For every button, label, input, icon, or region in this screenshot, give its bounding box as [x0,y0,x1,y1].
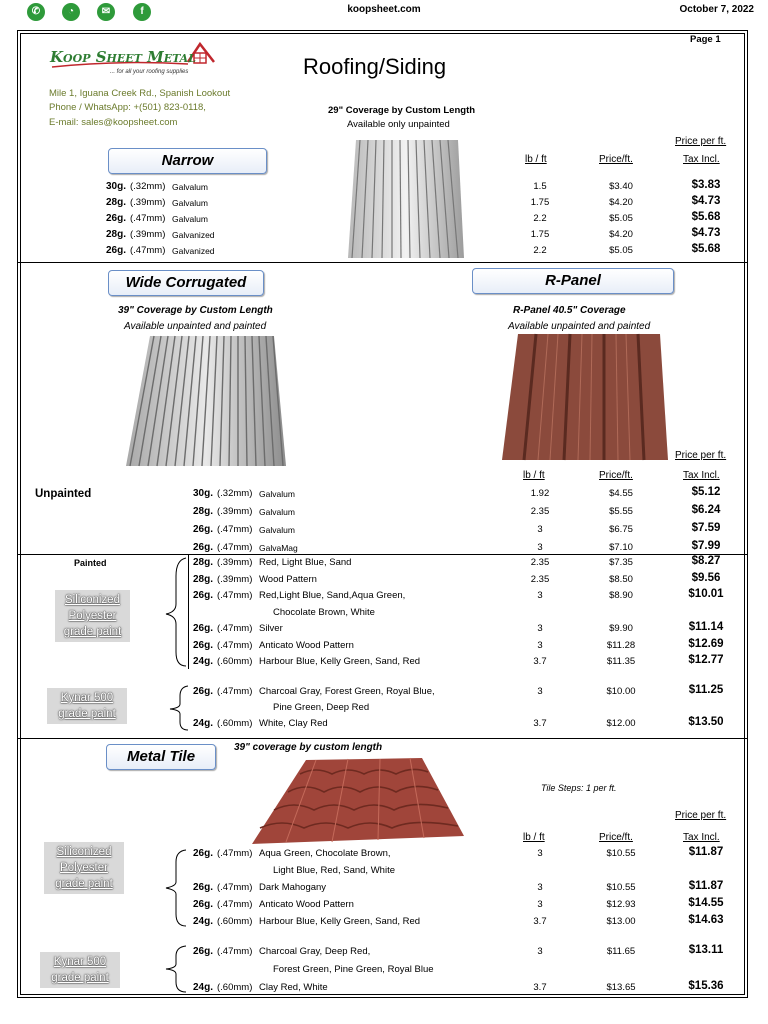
price-per-ft: $11.65 [606,946,636,957]
price-per-ft: $7.10 [609,542,633,553]
price-per-ft: $3.40 [609,181,633,192]
price-tax-incl: $11.25 [688,684,724,696]
thickness: (.47mm) [217,623,253,634]
wide-panel-image [124,334,288,474]
gauge: 28g. [106,229,127,240]
price-tax-incl: $12.77 [688,654,724,666]
lb-per-ft: 1.75 [530,197,550,208]
gauge: 26g. [193,686,214,697]
gauge: 26g. [193,590,214,601]
gauge: 26g. [193,524,214,535]
lb-per-ft: 3 [537,590,543,601]
description: Charcoal Gray, Deep Red, [259,946,371,957]
narrow-col-tax: Tax Incl. [683,154,720,165]
description-continued: Pine Green, Deep Red [273,702,370,713]
lb-per-ft: 3 [537,524,543,535]
description: GalvaMag [259,543,298,553]
gauge: 28g. [106,197,127,208]
price-tax-incl: $4.73 [691,227,721,239]
table-row [0,524,768,538]
lb-per-ft: 1.75 [530,229,550,240]
table-row [0,656,768,670]
description: Galvalum [259,525,295,535]
thickness: (.39mm) [217,573,253,585]
description-continued: Light Blue, Red, Sand, White [273,865,395,876]
price-per-ft: $12.00 [606,718,636,729]
gauge: 28g. [193,573,214,585]
thickness: (.32mm) [217,488,253,499]
table-row [0,899,768,913]
thickness: (.47mm) [217,524,253,535]
thickness: (.47mm) [217,882,253,893]
lb-per-ft: 3.7 [533,982,547,993]
description: Charcoal Gray, Forest Green, Royal Blue, [259,686,435,697]
price-tax-incl: $13.11 [688,944,724,956]
description: Red,Light Blue, Sand,Aqua Green, [259,590,406,601]
lb-per-ft: 3 [537,686,543,697]
price-tax-incl: $8.27 [691,555,721,567]
description: Galvalum [259,489,295,499]
table-row [0,686,768,700]
description: Galvalum [172,214,208,224]
price-tax-incl: $10.01 [688,588,724,600]
gauge: 24g. [193,916,214,927]
table-row [0,197,768,211]
lb-per-ft: 3 [537,946,543,957]
gauge: 26g. [106,213,127,224]
description: Clay Red, White [259,982,328,993]
table-row [0,229,768,243]
narrow-section-label: Narrow [108,148,267,174]
gauge: 26g. [193,623,214,634]
brace-kynar-rpanel [168,684,190,732]
description: Galvalum [259,507,295,517]
lb-per-ft: 3 [537,639,543,651]
gauge: 24g. [193,982,214,993]
thickness: (.39mm) [217,557,253,568]
description: Silver [259,623,283,634]
price-tax-incl: $5.68 [691,211,721,223]
thickness: (.47mm) [217,639,253,651]
thickness: (.47mm) [130,245,166,256]
thickness: (.39mm) [130,229,166,240]
price-tax-incl: $12.69 [688,637,724,650]
lb-per-ft: 3.7 [533,718,547,729]
gauge: 30g. [106,181,127,192]
lb-per-ft: 3.7 [533,656,547,667]
wide-coverage: 39" Coverage by Custom Length [118,305,273,316]
description: Galvanized [172,230,215,240]
description: White, Clay Red [259,718,328,729]
price-tax-incl: $11.14 [688,621,724,633]
description: Galvalum [172,198,208,208]
company-logo [48,40,218,82]
price-per-ft: $10.55 [606,848,636,859]
narrow-availability: Available only unpainted [347,119,450,130]
table-row [0,982,768,996]
lb-per-ft: 2.2 [533,213,547,224]
company-address: Mile 1, Iguana Creek Rd., Spanish Lookout [49,88,231,99]
description: Anticato Wood Pattern [259,899,354,910]
gauge: 24g. [193,718,214,729]
price-tax-incl: $14.63 [688,914,724,926]
gauge: 28g. [193,506,214,517]
table-row [0,571,768,588]
lb-per-ft: 3 [537,899,543,910]
price-per-ft: $10.55 [606,882,636,893]
painted-label: Painted [74,558,107,568]
rpanel-col-price: Price/ft. [599,470,633,481]
gauge: 28g. [193,557,214,568]
table-row [0,245,768,259]
price-per-ft: $4.20 [609,229,633,240]
kynar-label-tile: Kynar 500 grade paint [40,952,120,988]
tile-col-tax: Tax Incl. [683,832,720,843]
price-per-ft: $12.93 [606,899,636,910]
thickness: (.60mm) [217,982,253,993]
gauge: 26g. [193,639,214,651]
gauge: 26g. [106,245,127,256]
gauge: 26g. [193,899,214,910]
page-title: Roofing/Siding [303,54,447,79]
price-tax-incl: $14.55 [688,897,724,909]
gauge: 26g. [193,882,214,893]
narrow-col-price: Price/ft. [599,154,633,165]
price-tax-incl: $5.12 [691,486,721,498]
price-per-ft: $10.00 [606,686,636,697]
table-row [0,623,768,637]
price-tax-incl: $6.24 [691,504,721,516]
price-per-ft: $5.55 [609,506,633,517]
table-row [0,718,768,732]
thickness: (.47mm) [217,848,253,859]
gauge: 24g. [193,656,214,667]
thickness: (.60mm) [217,656,253,667]
tile-price-per-ft: Price per ft. [675,810,727,821]
site-url[interactable]: koopsheet.com [347,4,421,15]
price-per-ft: $4.20 [609,197,633,208]
lb-per-ft: 3 [537,623,543,634]
thickness: (.39mm) [217,506,253,517]
logo-tagline: ... for all your roofing supplies [110,69,189,75]
narrow-coverage: 29" Coverage by Custom Length [328,105,476,116]
rpanel-image [500,332,670,466]
lb-per-ft: 1.92 [530,488,550,499]
description: Dark Mahogany [259,882,327,893]
thickness: (.47mm) [217,590,253,601]
rpanel-coverage: R-Panel 40.5" Coverage [513,305,626,316]
description: Anticato Wood Pattern [259,639,354,651]
description-continued: Chocolate Brown, White [273,606,375,618]
table-row [0,590,768,604]
thickness: (.47mm) [130,213,166,224]
gauge: 26g. [193,542,214,553]
price-tax-incl: $3.83 [691,179,721,191]
price-tax-incl: $13.50 [688,716,724,728]
siliconized-label-rpanel: Siliconized Polyester grade paint [55,590,130,642]
divider [18,738,748,739]
price-per-ft: $13.00 [606,916,636,927]
price-per-ft: $6.75 [609,524,633,535]
tile-coverage: 39" coverage by custom length [234,742,383,753]
company-email[interactable]: E-mail: sales@koopsheet.com [49,117,178,128]
table-row [0,916,768,930]
brace-kynar-tile [164,944,188,994]
table-row [0,946,768,960]
wide-section-label: Wide Corrugated [108,270,264,296]
lb-per-ft: 2.2 [533,245,547,256]
price-per-ft: $8.50 [609,573,633,585]
lb-per-ft: 3 [537,542,543,553]
logo-text: Koop Sheet Metal [50,48,196,66]
gauge: 26g. [193,946,214,957]
lb-per-ft: 3.7 [533,916,547,927]
kynar-label-rpanel: Kynar 500 grade paint [47,688,127,724]
thickness: (.32mm) [130,181,166,192]
email-icon[interactable]: ✉ [97,3,115,21]
price-tax-incl: $7.59 [691,522,721,534]
price-per-ft: $5.05 [609,213,633,224]
table-row [0,637,768,654]
description: Wood Pattern [259,573,317,585]
thickness: (.47mm) [217,899,253,910]
brace-siliconized-tile [164,848,188,928]
tile-image [246,754,466,850]
lb-per-ft: 3 [537,882,543,893]
price-per-ft: $11.28 [606,639,636,651]
rpanel-section-label: R-Panel [472,268,674,294]
thickness: (.47mm) [217,946,253,957]
tile-section-label: Metal Tile [106,744,216,770]
price-tax-incl: $4.73 [691,195,721,207]
facebook-icon[interactable]: f [133,3,151,21]
narrow-price-per-ft: Price per ft. [675,136,727,147]
gauge: 26g. [193,848,214,859]
document-date: October 7, 2022 [679,4,754,15]
table-row [0,213,768,227]
thickness: (.39mm) [130,197,166,208]
price-per-ft: $13.65 [606,982,636,993]
thickness: (.47mm) [217,686,253,697]
price-per-ft: $11.35 [606,656,636,667]
lb-per-ft: 1.5 [533,181,547,192]
page-number: Page 1 [690,34,721,45]
price-tax-incl: $11.87 [688,846,724,858]
price-per-ft: $8.90 [609,590,633,601]
table-row [0,557,768,571]
brace-siliconized-rpanel [164,556,188,668]
company-phone[interactable]: Phone / WhatsApp: +(501) 823-0118, [49,102,206,113]
tile-col-price: Price/ft. [599,832,633,843]
description: Galvanized [172,246,215,256]
thickness: (.47mm) [217,542,253,553]
narrow-col-lb: lb / ft [525,154,547,165]
tile-steps: Tile Steps: 1 per ft. [541,783,617,793]
price-tax-incl: $7.99 [691,540,721,552]
description: Harbour Blue, Kelly Green, Sand, Red [259,656,421,667]
table-row [0,848,768,862]
table-row [0,882,768,896]
description: Galvalum [172,182,208,192]
divider [18,262,748,263]
siliconized-label-tile: Siliconized Polyester grade paint [44,842,124,894]
whatsapp-icon[interactable]: ◔ [62,3,80,21]
table-row [0,488,768,502]
description: Red, Light Blue, Sand [259,557,352,568]
tile-col-lb: lb / ft [523,832,545,843]
price-tax-incl: $11.87 [688,880,724,892]
description-continued: Forest Green, Pine Green, Royal Blue [273,964,434,975]
price-tax-incl: $15.36 [688,980,724,992]
price-per-ft: $9.90 [609,623,633,634]
gauge: 30g. [193,488,214,499]
lb-per-ft: 3 [537,848,543,859]
lb-per-ft: 2.35 [530,573,550,585]
table-row [0,181,768,195]
rpanel-col-lb: lb / ft [523,470,545,481]
table-row [0,506,768,520]
lb-per-ft: 2.35 [530,557,550,568]
phone-icon[interactable]: ✆ [27,3,45,21]
description: Aqua Green, Chocolate Brown, [259,848,391,859]
unpainted-label: Unpainted [35,488,92,500]
price-per-ft: $4.55 [609,488,633,499]
thickness: (.60mm) [217,718,253,729]
rpanel-availability: Available unpainted and painted [508,321,651,332]
rpanel-col-tax: Tax Incl. [683,470,720,481]
price-tax-incl: $5.68 [691,243,721,255]
price-per-ft: $7.35 [609,557,633,568]
wide-availability: Available unpainted and painted [124,321,267,332]
thickness: (.60mm) [217,916,253,927]
lb-per-ft: 2.35 [530,506,550,517]
price-tax-incl: $9.56 [691,571,721,584]
rpanel-price-per-ft: Price per ft. [675,450,727,461]
price-per-ft: $5.05 [609,245,633,256]
description: Harbour Blue, Kelly Green, Sand, Red [259,916,421,927]
